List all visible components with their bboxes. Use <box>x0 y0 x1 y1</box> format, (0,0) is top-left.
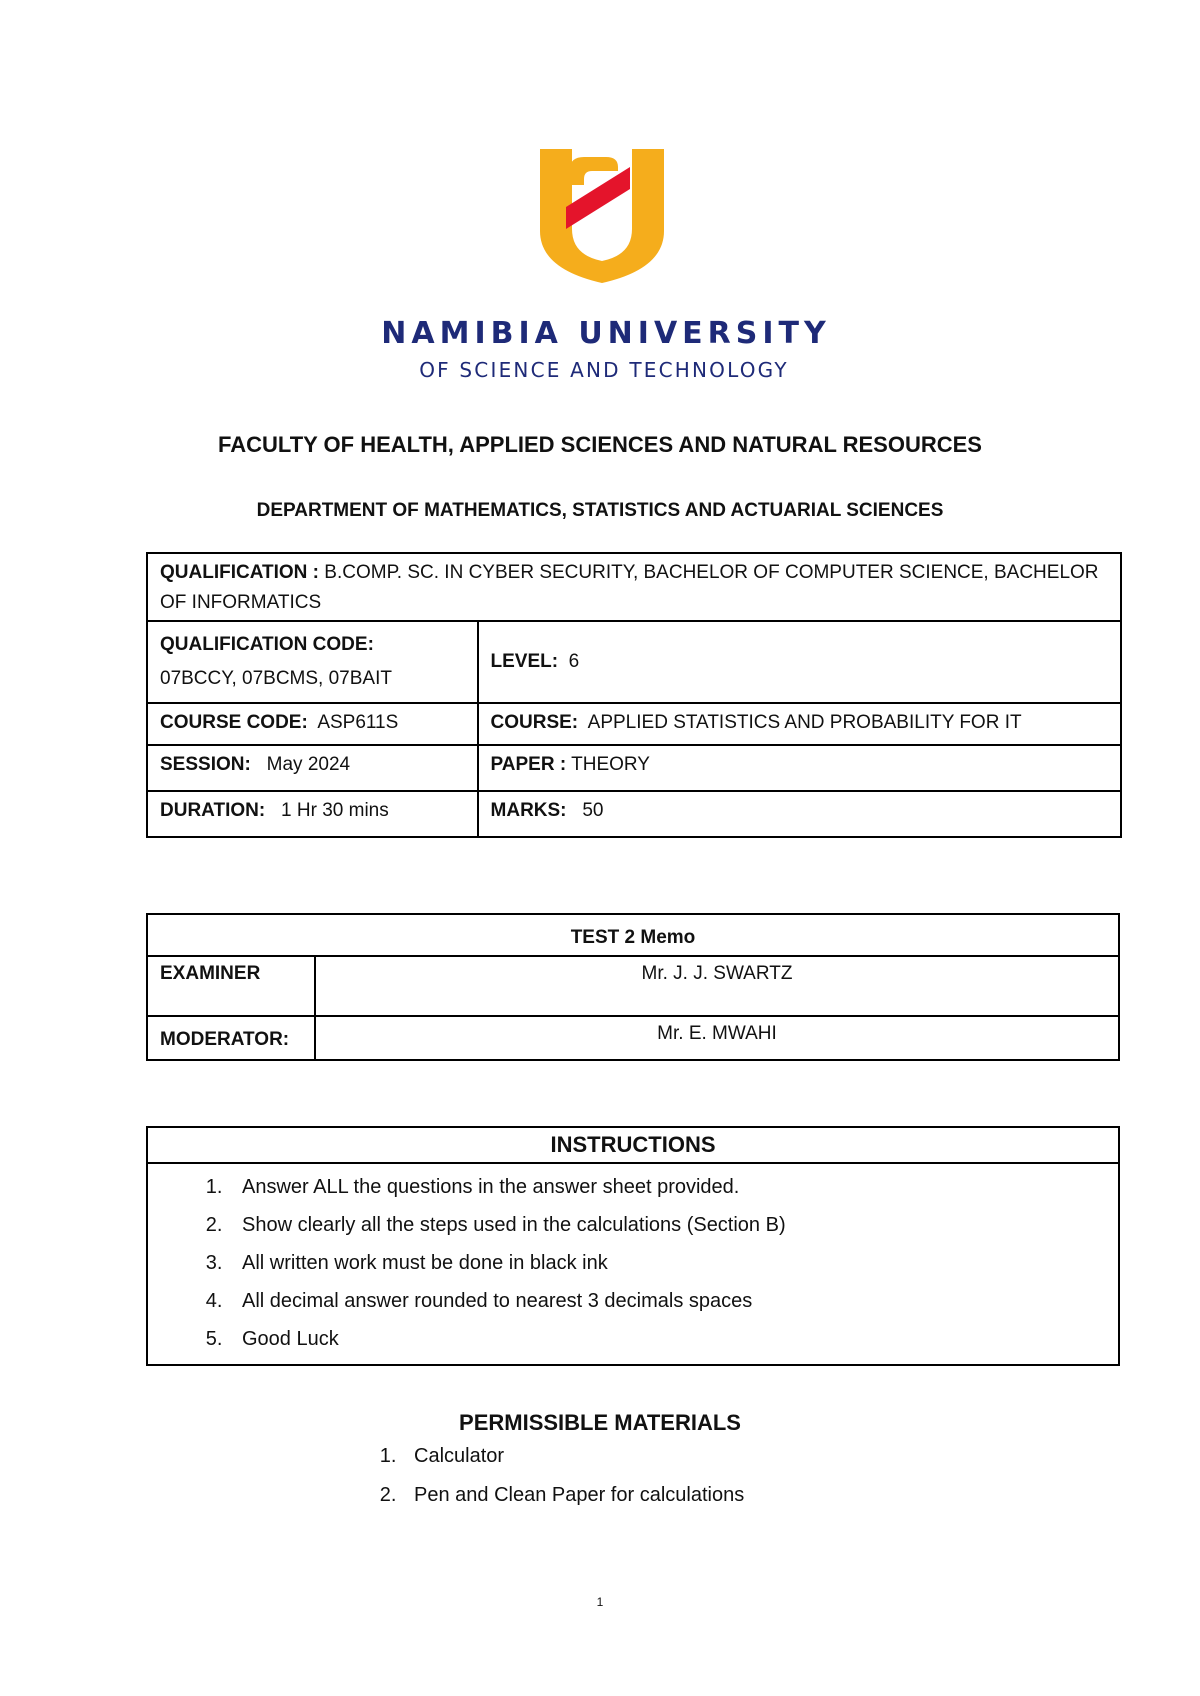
table-row <box>147 914 1119 956</box>
session-cell <box>147 745 478 791</box>
table-row <box>147 791 1121 837</box>
qualification-value: B.COMP. SC. IN CYBER SECURITY, BACHELOR OF COMPUTER SCIENCE, BACHELOR OF INFORMATICS <box>160 562 1099 613</box>
department-heading: DEPARTMENT OF MATHEMATICS, STATISTICS AND ACTUARIAL SCIENCES <box>256 500 944 521</box>
table-row <box>147 553 1121 621</box>
list-item: 2. Pen and Clean Paper for calculations <box>402 1476 744 1515</box>
instructions-title-cell <box>147 1127 1119 1163</box>
table-row <box>147 956 1119 1016</box>
list-item: 1. Calculator <box>402 1437 744 1476</box>
faculty-heading: FACULTY OF HEALTH, APPLIED SCIENCES AND NATURAL RESOURCES <box>218 432 982 457</box>
marks-label: MARKS: <box>490 800 567 821</box>
permissible-materials-title: PERMISSIBLE MATERIALS <box>459 1410 741 1435</box>
qualification-code-value: 07BCCY, 07BCMS, 07BAIT <box>160 668 392 689</box>
course-value: APPLIED STATISTICS AND PROBABILITY FOR IT <box>587 712 1022 733</box>
table-row <box>147 621 1121 703</box>
duration-cell <box>147 791 478 837</box>
examiner-label: EXAMINER <box>160 963 261 984</box>
instructions-list <box>148 1164 1118 1364</box>
university-name-line1: NAMIBIA UNIVERSITY <box>381 316 831 351</box>
paper-cell <box>478 745 1121 791</box>
examiner-value-cell <box>315 956 1119 1016</box>
instructions-table <box>146 1126 1120 1366</box>
course-label: COURSE: <box>490 712 579 733</box>
examiner-label-cell <box>147 956 315 1016</box>
moderator-value-cell <box>315 1016 1119 1060</box>
duration-label: DURATION: <box>160 800 266 821</box>
instructions-title: INSTRUCTIONS <box>550 1132 716 1157</box>
list-item: 3. All written work must be done in black ink <box>228 1244 1118 1282</box>
list-item: 1. Answer ALL the questions in the answer sheet provided. <box>228 1168 1118 1206</box>
table-row <box>147 703 1121 745</box>
course-code-value: ASP611S <box>317 712 399 733</box>
course-cell <box>478 703 1121 745</box>
table-row <box>147 745 1121 791</box>
permissible-materials-list <box>360 1437 744 1515</box>
table-row <box>147 1016 1119 1060</box>
qualification-table <box>146 552 1122 838</box>
moderator-value: Mr. E. MWAHI <box>657 1023 777 1044</box>
table-row <box>147 1127 1119 1163</box>
page-number: 1 <box>596 1595 604 1609</box>
table-row <box>147 1163 1119 1365</box>
marks-cell <box>478 791 1121 837</box>
session-value: May 2024 <box>266 754 351 775</box>
qualification-code-cell <box>147 621 478 703</box>
qualification-cell <box>147 553 1121 621</box>
moderator-label-cell <box>147 1016 315 1060</box>
qualification-label: QUALIFICATION : <box>160 562 320 583</box>
paper-label: PAPER : <box>490 754 567 775</box>
level-value: 6 <box>568 651 580 672</box>
course-code-label: COURSE CODE: <box>160 712 308 733</box>
university-logo <box>536 145 668 285</box>
duration-value: 1 Hr 30 mins <box>281 800 389 821</box>
session-label: SESSION: <box>160 754 251 775</box>
examiner-table <box>146 913 1120 1061</box>
level-label: LEVEL: <box>490 651 559 672</box>
list-item: 5. Good Luck <box>228 1320 1118 1358</box>
test-title-cell <box>147 914 1119 956</box>
level-cell <box>478 621 1121 703</box>
moderator-label: MODERATOR: <box>160 1029 290 1050</box>
test-title: TEST 2 Memo <box>570 927 696 948</box>
marks-value: 50 <box>582 800 604 821</box>
examiner-value: Mr. J. J. SWARTZ <box>641 963 793 984</box>
course-code-cell <box>147 703 478 745</box>
paper-value: THEORY <box>571 754 650 775</box>
instructions-list-cell <box>147 1163 1119 1365</box>
qualification-code-label: QUALIFICATION CODE: <box>160 634 374 655</box>
list-item: 4. All decimal answer rounded to nearest 3 decimals spaces <box>228 1282 1118 1320</box>
list-item: 2. Show clearly all the steps used in the calculations (Section B) <box>228 1206 1118 1244</box>
university-name-line2: OF SCIENCE AND TECHNOLOGY <box>419 358 789 382</box>
